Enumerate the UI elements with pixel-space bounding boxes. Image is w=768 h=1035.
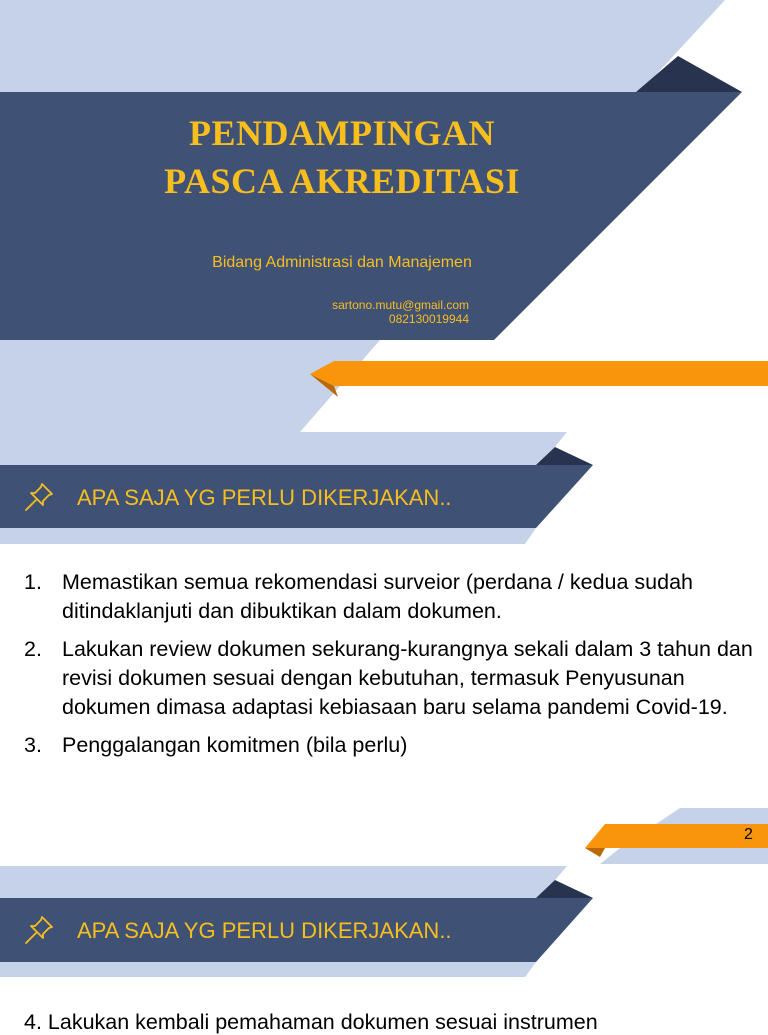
light-blue-strip-top	[0, 866, 567, 898]
light-blue-strip-bottom	[0, 962, 536, 977]
light-blue-strip-top	[0, 432, 567, 465]
orange-footer-fold	[585, 848, 605, 857]
light-blue-strip-bottom	[0, 528, 536, 544]
orange-accent-bar	[310, 361, 768, 386]
pushpin-icon	[22, 480, 56, 514]
pushpin-icon	[22, 913, 56, 947]
slide-subtitle: Bidang Administrasi dan Manajemen	[212, 254, 472, 271]
list-number: 2.	[24, 637, 42, 661]
slide-title-line-1: PENDAMPINGAN	[189, 113, 495, 153]
partial-list-item: 4. Lakukan kembali pemahaman dokumen sesuai instrumen	[24, 1010, 598, 1034]
light-blue-band-top	[0, 0, 725, 92]
orange-footer-bar	[585, 824, 768, 848]
slide-header: APA SAJA YG PERLU DIKERJAKAN..	[77, 918, 452, 943]
contact-phone: 082130019944	[388, 312, 469, 326]
list-item	[24, 635, 754, 722]
list-text: Lakukan review dokumen sekurang-kurangnya sekali dalam 3 tahun dan revisi dokumen sesuai dengan kebutuhan, termasuk Penyusunan dokumen dimasa adaptasi kebiasaan baru selama pandemi Covid-19.	[62, 637, 753, 719]
list-number: 3.	[24, 733, 42, 757]
contact-info	[332, 298, 469, 326]
list-item	[24, 568, 754, 626]
list-text: Penggalangan komitmen (bila perlu)	[62, 733, 408, 757]
contact-email: sartono.mutu@gmail.com	[332, 298, 469, 312]
page-number: 2	[744, 826, 753, 843]
slide-title-line-2: PASCA AKREDITASI	[164, 161, 520, 201]
slide-header: APA SAJA YG PERLU DIKERJAKAN..	[77, 485, 452, 510]
list-text: Memastikan semua rekomendasi surveior (perdana / kedua sudah ditindaklanjuti dan dibuktikan dalam dokumen.	[62, 570, 693, 623]
task-list	[24, 568, 754, 769]
list-number: 1.	[24, 570, 42, 594]
list-item	[24, 731, 754, 760]
